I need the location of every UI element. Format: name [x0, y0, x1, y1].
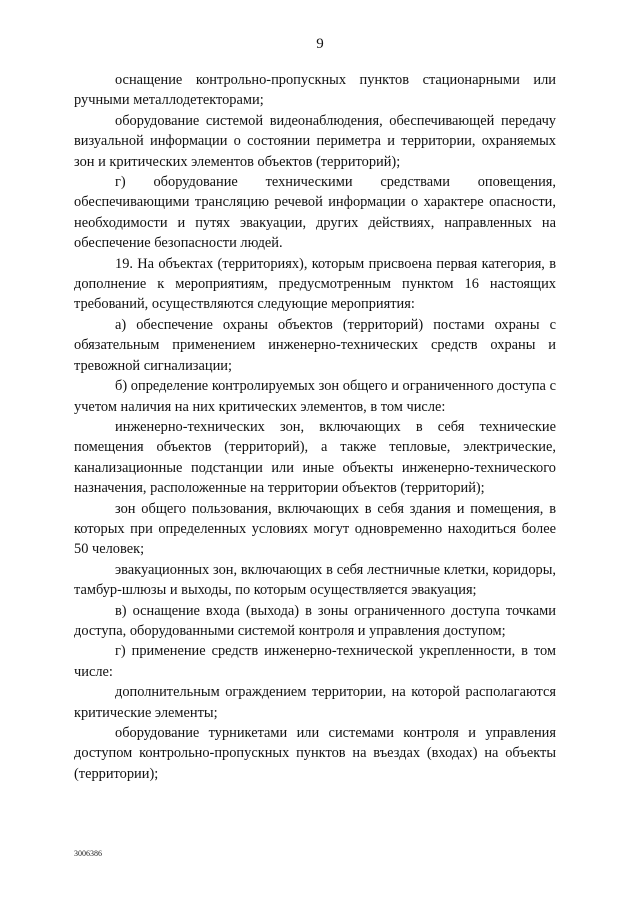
paragraph: г) применение средств инженерно-технической укрепленности, в том числе: — [74, 643, 556, 680]
paragraph: оборудование системой видеонаблюдения, обеспечивающей передачу визуальной информации о состоянии периметра и территории, охраняемых зон и критических элементов объектов (территорий); — [74, 112, 556, 170]
paragraph: г) оборудование техническими средствами оповещения, обеспечивающими трансляцию речевой информации о характере опасности, необходимости и путях эвакуации, других действиях, направленных на обеспечение безопасности людей. — [74, 174, 556, 252]
paragraph: в) оснащение входа (выхода) в зоны ограниченного доступа точками доступа, оборудованными системой контроля и управления доступом; — [74, 602, 556, 639]
paragraph: оснащение контрольно-пропускных пунктов стационарными или ручными металлодетекторами; — [74, 72, 556, 109]
paragraph: инженерно-технических зон, включающих в себя технические помещения объектов (территорий), а также тепловые, электрические, канализационные подстанции или иные объекты инженерно-технического назначения, расположенные на территории объектов (территорий); — [74, 418, 556, 497]
paragraph: б) определение контролируемых зон общего и ограниченного доступа с учетом наличия на них критических элементов, в том числе: — [74, 378, 556, 415]
paragraph: оборудование турникетами или системами контроля и управления доступом контрольно-пропускных пунктов на въездах (входах) на объекты (территории); — [74, 725, 556, 782]
paragraph: 19. На объектах (территориях), которым присвоена первая категория, в дополнение к мероприятиям, предусмотренным пунктом 16 настоящих требований, осуществляются следующие мероприятия: — [74, 255, 556, 313]
paragraph: а) обеспечение охраны объектов (территорий) постами охраны с обязательным применением инженерно-технических средств охраны и тревожной сигнализации; — [74, 316, 556, 374]
paragraph: дополнительным ограждением территории, на которой располагаются критические элементы; — [74, 684, 556, 721]
paragraph: зон общего пользования, включающих в себя здания и помещения, в которых при определенных условиях могут одновременно находиться более 50 человек; — [74, 500, 556, 558]
page-number: 9 — [316, 36, 324, 52]
document-body — [74, 70, 556, 784]
paragraph: эвакуационных зон, включающих в себя лестничные клетки, коридоры, тамбур-шлюзы и выходы, по которым осуществляется эвакуация; — [74, 561, 556, 599]
document-code: 3006386 — [74, 849, 102, 858]
